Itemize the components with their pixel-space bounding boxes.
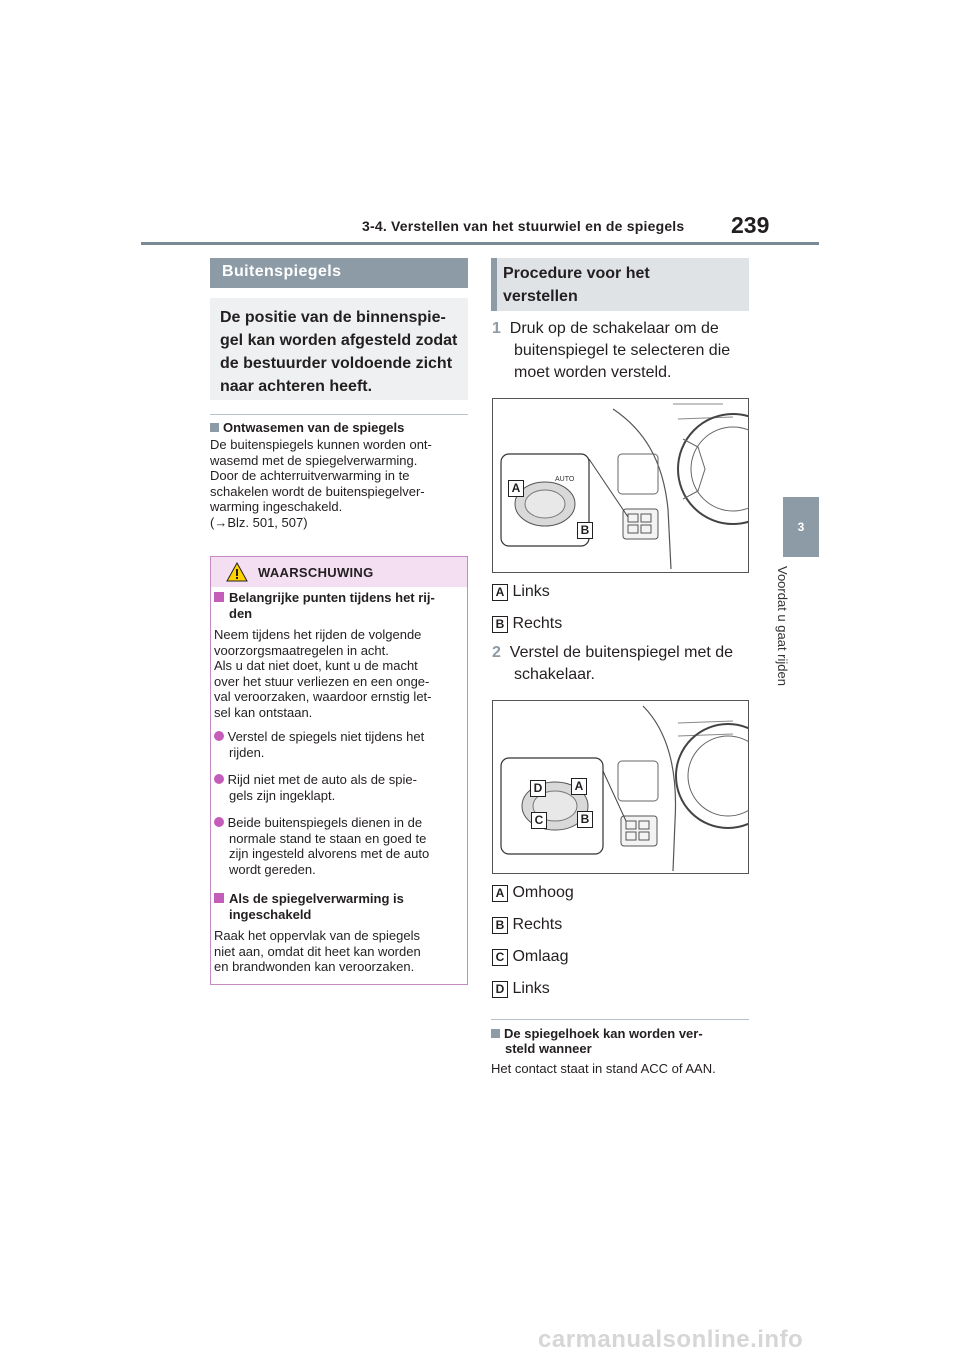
warning-paragraph xyxy=(214,928,466,975)
text-line: over het stuur verliezen en een onge- xyxy=(214,673,430,689)
square-bullet-icon xyxy=(214,893,224,903)
text-line: wasemd met de spiegelverwarming. xyxy=(210,452,418,468)
label-key: C xyxy=(492,949,508,966)
round-bullet-icon xyxy=(214,817,224,827)
callout-label: A xyxy=(571,778,587,795)
text-line: Belangrijke punten tijdens het rij- xyxy=(229,590,435,605)
intro-box xyxy=(210,298,468,400)
warning-bullet xyxy=(214,815,466,877)
round-bullet-icon xyxy=(214,774,224,784)
procedure-heading-line: Procedure voor het xyxy=(503,265,650,282)
watermark: carmanualsonline.info xyxy=(538,1326,804,1353)
warning-bullet xyxy=(214,729,466,760)
intro-line: De positie van de binnenspie- xyxy=(220,309,446,326)
text-line: Door de achterruitverwarming in te xyxy=(210,468,410,483)
label-key: B xyxy=(492,616,508,633)
warning-bullet xyxy=(214,772,466,803)
page-reference: (→Blz. 501, 507) xyxy=(210,514,308,530)
text-line: normale stand te staan en goed te xyxy=(229,830,427,846)
text-line: schakelaar. xyxy=(514,666,595,683)
label-key: A xyxy=(492,885,508,902)
square-bullet-icon xyxy=(214,592,224,602)
text-line: De buitenspiegels kunnen worden ont- xyxy=(210,437,432,452)
warning-subheading xyxy=(214,590,466,621)
callout-label: B xyxy=(577,811,593,828)
defog-heading-text: Ontwasemen van de spiegels xyxy=(223,420,405,435)
callout-label: B xyxy=(577,522,593,539)
text-line: steld wanneer xyxy=(505,1041,592,1056)
label-item xyxy=(492,916,562,934)
label-item xyxy=(492,980,550,998)
door-switch-illustration xyxy=(493,399,748,572)
text-line: Raak het oppervlak van de spiegels xyxy=(214,928,420,943)
text-line: zijn ingesteld alvorens met de auto xyxy=(229,846,430,861)
label-item xyxy=(492,884,574,902)
mirror-switch-figure-2 xyxy=(492,700,749,874)
text-line: voorzorgsmaatregelen in acht. xyxy=(214,642,389,658)
divider xyxy=(210,414,468,415)
text-line: Als u dat niet doet, kunt u de macht xyxy=(214,658,418,673)
text-line: sel kan ontstaan. xyxy=(214,704,313,720)
label-item xyxy=(492,615,562,633)
label-item xyxy=(492,948,568,966)
defog-paragraph xyxy=(210,437,470,530)
note-heading xyxy=(491,1026,751,1056)
section-heading: Buitenspiegels xyxy=(222,263,342,280)
text-line: Neem tijdens het rijden de volgende xyxy=(214,627,422,642)
procedure-heading-line: verstellen xyxy=(503,288,578,305)
section-header: 3-4. Verstellen van het stuurwiel en de spiegels xyxy=(362,218,685,234)
text-line: niet aan, omdat dit heet kan worden xyxy=(214,943,421,959)
text-line: Beide buitenspiegels dienen in de xyxy=(227,815,423,830)
text-line: warming ingeschakeld. xyxy=(210,499,343,514)
page-number: 239 xyxy=(731,212,770,238)
label-text: Omlaag xyxy=(512,948,569,965)
label-text: Omhoog xyxy=(512,884,574,901)
step-number: 1 xyxy=(492,320,501,337)
label-text: Rechts xyxy=(512,916,563,933)
defog-heading xyxy=(210,420,404,435)
label-item xyxy=(492,583,550,601)
callout-label: D xyxy=(530,780,546,797)
text-line: moet worden versteld. xyxy=(514,364,672,381)
label-text: Links xyxy=(512,583,550,600)
step-number: 2 xyxy=(492,644,501,661)
warning-subheading xyxy=(214,891,466,922)
text-line: wordt gereden. xyxy=(229,861,316,877)
text-line: en brandwonden kan veroorzaken. xyxy=(214,959,415,974)
label-key: D xyxy=(492,981,508,998)
warning-title: WAARSCHUWING xyxy=(258,565,374,580)
step-1 xyxy=(492,318,752,384)
text-line: Verstel de spiegels niet tijdens het xyxy=(227,729,425,744)
label-key: A xyxy=(492,584,508,601)
text-line: schakelen wordt de buitenspiegelver- xyxy=(210,483,425,499)
procedure-heading-box xyxy=(491,258,749,311)
text-line: Rijd niet met de auto als de spie- xyxy=(227,772,417,787)
text-line: ingeschakeld xyxy=(229,906,312,922)
label-key: B xyxy=(492,917,508,934)
text-line: De spiegelhoek kan worden ver- xyxy=(504,1026,703,1041)
square-bullet-icon xyxy=(210,423,219,432)
chapter-title: Voordat u gaat rijden xyxy=(775,566,790,686)
label-text: Rechts xyxy=(512,615,563,632)
warning-paragraph xyxy=(214,627,466,720)
callout-label: A xyxy=(508,480,524,497)
round-bullet-icon xyxy=(214,731,224,741)
text-line: val veroorzaken, waardoor ernstig let- xyxy=(214,689,432,704)
intro-line: naar achteren heeft. xyxy=(220,378,373,395)
text-line: den xyxy=(229,605,253,621)
square-bullet-icon xyxy=(491,1029,500,1038)
text-line: gels zijn ingeklapt. xyxy=(229,787,336,803)
intro-line: de bestuurder voldoende zicht xyxy=(220,355,453,372)
label-text: Links xyxy=(512,980,550,997)
text-line: Druk op de schakelaar om de xyxy=(509,320,719,337)
intro-line: gel kan worden afgesteld zodat xyxy=(220,332,458,349)
warning-triangle-icon xyxy=(226,562,248,582)
switch-text: AUTO xyxy=(555,476,575,483)
section-heading-bar xyxy=(210,258,468,288)
text-line: buitenspiegel te selecteren die xyxy=(514,342,731,359)
header-divider xyxy=(141,242,819,245)
step-2 xyxy=(492,642,752,686)
note-text: Het contact staat in stand ACC of AAN. xyxy=(491,1061,716,1076)
mirror-switch-figure-1 xyxy=(492,398,749,573)
divider xyxy=(491,1019,749,1020)
text-line: Als de spiegelverwarming is xyxy=(229,891,404,906)
callout-label: C xyxy=(531,812,547,829)
text-line: rijden. xyxy=(229,744,265,760)
chapter-tab: 3 xyxy=(783,497,819,557)
text-line: Verstel de buitenspiegel met de xyxy=(509,644,734,661)
